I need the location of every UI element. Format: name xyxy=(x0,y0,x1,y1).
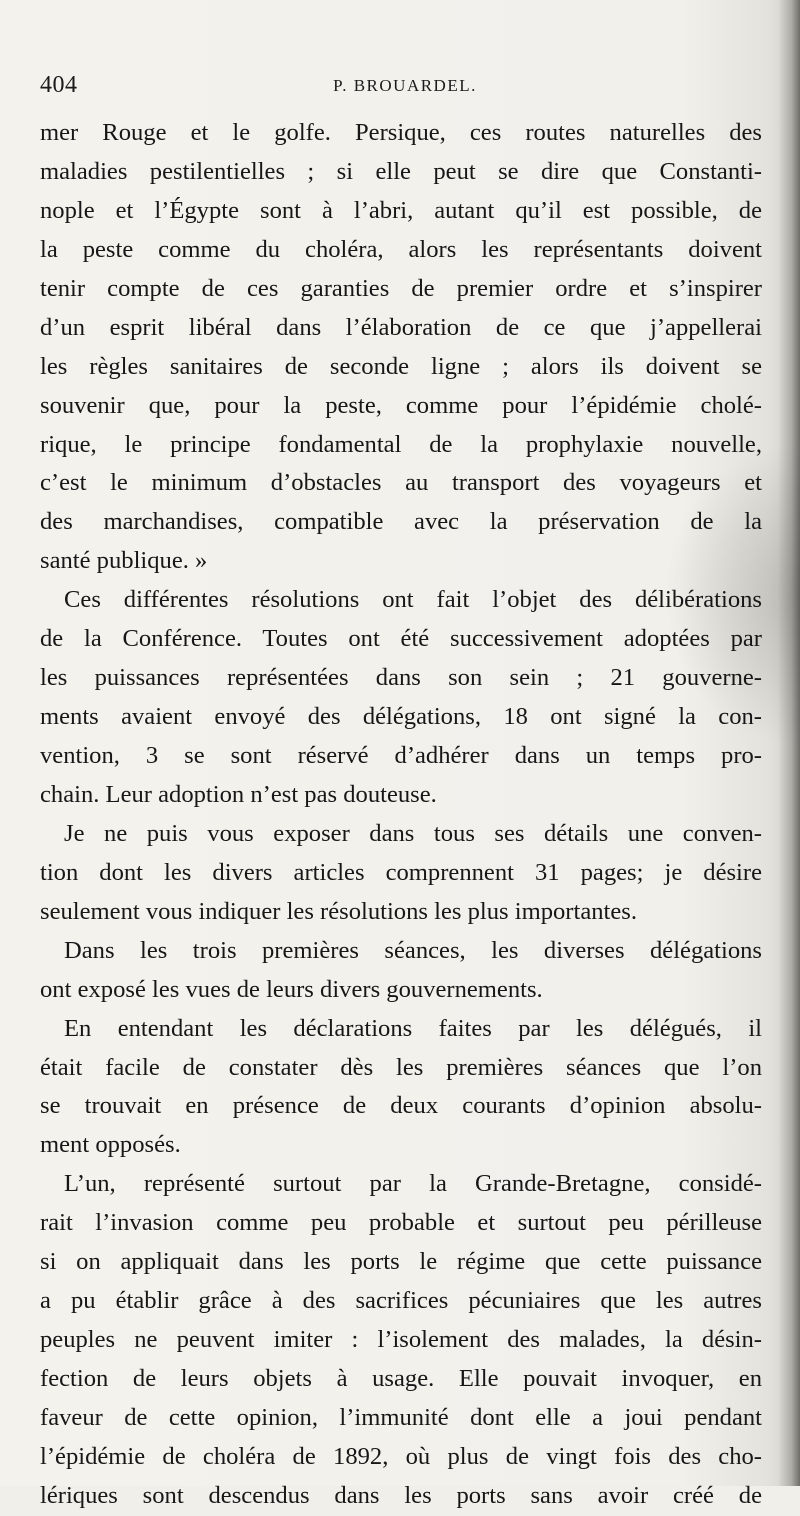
text-line: lériques sont descendus dans les ports sans avoir créé de xyxy=(40,1481,762,1509)
text-line: nople et l’Égypte sont à l’abri, autant qu’il est possible, de xyxy=(40,196,762,224)
text-line: tion dont les divers articles comprennent 31 pages; je désire xyxy=(40,858,762,886)
text-line: des marchandises, compatible avec la préservation de la xyxy=(40,508,762,536)
text-line: ont exposé les vues de leurs divers gouvernements. xyxy=(40,975,543,1003)
text-line: Ces différentes résolutions ont fait l’objet des délibérations xyxy=(64,586,762,614)
binding-shadow xyxy=(778,0,800,1486)
text-line: a pu établir grâce à des sacrifices pécuniaires que les autres xyxy=(40,1287,762,1315)
text-line: la peste comme du choléra, alors les représentants doivent xyxy=(40,235,762,263)
text-line: Je ne puis vous exposer dans tous ses détails une conven- xyxy=(64,819,762,847)
text-line: les règles sanitaires de seconde ligne ; alors ils doivent se xyxy=(40,352,762,380)
text-line: seulement vous indiquer les résolutions les plus importantes. xyxy=(40,897,637,925)
text-line: vention, 3 se sont réservé d’adhérer dans un temps pro- xyxy=(40,742,762,769)
text-line: L’un, représenté surtout par la Grande-Bretagne, considé- xyxy=(64,1170,762,1198)
text-line: fection de leurs objets à usage. Elle pouvait invoquer, en xyxy=(40,1365,762,1392)
text-line: tenir compte de ces garanties de premier ordre et s’inspirer xyxy=(40,274,762,302)
page-number: 404 xyxy=(40,72,78,98)
text-line: les puissances représentées dans son sein ; 21 gouverne- xyxy=(40,664,762,692)
text-line: peuples ne peuvent imiter : l’isolement des malades, la désin- xyxy=(40,1326,762,1354)
text-line: c’est le minimum d’obstacles au transport des voyageurs et xyxy=(40,469,762,497)
text-line: En entendant les déclarations faites par les délégués, il xyxy=(64,1014,762,1042)
text-line: si on appliquait dans les ports le régime que cette puissance xyxy=(40,1248,762,1276)
page-header xyxy=(40,72,770,102)
text-line: était facile de constater dès les premières séances que l’on xyxy=(40,1053,762,1081)
text-line: ment opposés. xyxy=(40,1131,181,1159)
text-line: l’épidémie de choléra de 1892, où plus de vingt fois des cho- xyxy=(40,1442,762,1470)
text-line: d’un esprit libéral dans l’élaboration de ce que j’appellerai xyxy=(40,313,762,341)
text-line: ments avaient envoyé des délégations, 18 ont signé la con- xyxy=(40,703,762,731)
text-line: mer Rouge et le golfe. Persique, ces routes naturelles des xyxy=(40,119,762,146)
running-head: P. BROUARDEL. xyxy=(333,76,477,95)
text-line: rique, le principe fondamental de la prophylaxie nouvelle, xyxy=(40,430,762,458)
text-line: chain. Leur adoption n’est pas douteuse. xyxy=(40,780,437,808)
text-line: santé publique. » xyxy=(40,547,208,575)
text-line: faveur de cette opinion, l’immunité dont elle a joui pendant xyxy=(40,1403,762,1431)
text-line: de la Conférence. Toutes ont été successivement adoptées par xyxy=(40,625,762,653)
text-line: rait l’invasion comme peu probable et surtout peu périlleuse xyxy=(40,1209,762,1237)
text-line: Dans les trois premières séances, les diverses délégations xyxy=(64,936,762,964)
body-text xyxy=(40,114,762,1516)
text-line: se trouvait en présence de deux courants d’opinion absolu- xyxy=(40,1092,762,1120)
text-line: maladies pestilentielles ; si elle peut se dire que Constanti- xyxy=(40,157,762,185)
text-line: souvenir que, pour la peste, comme pour l’épidémie cholé- xyxy=(40,391,762,419)
